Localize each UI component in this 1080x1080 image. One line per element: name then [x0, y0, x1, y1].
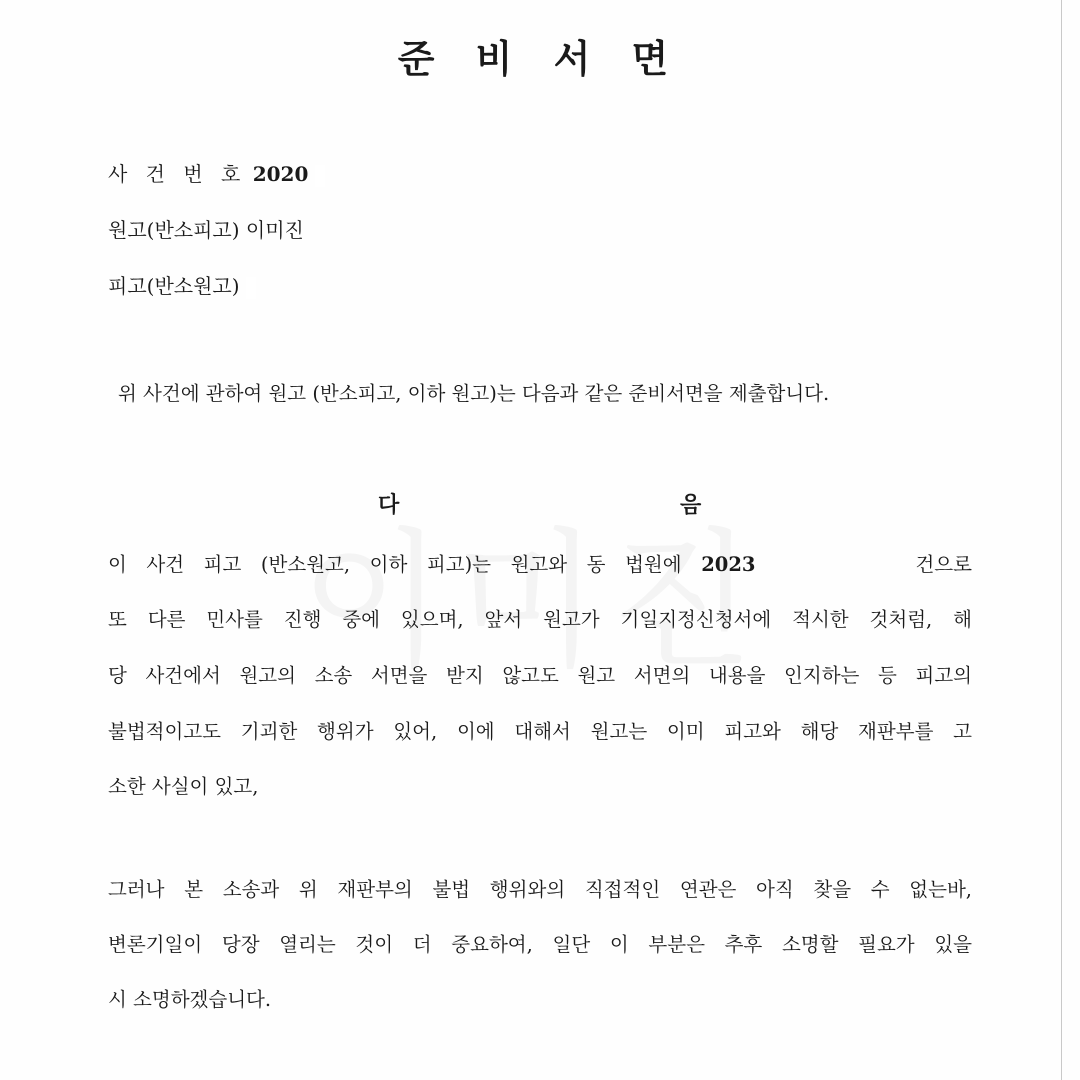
paragraph2-line3: 시 소명하겠습니다.	[108, 988, 272, 1011]
paragraph1-line1-end: 건으로	[915, 553, 972, 576]
defendant-label: 피고(반소원고)	[108, 274, 240, 298]
paragraph1-line1-start: 이 사건 피고 (반소원고, 이하 피고)는 원고와 동 법원에	[108, 553, 682, 576]
heading-da: 다	[378, 492, 400, 518]
page-edge-line	[1061, 0, 1062, 1080]
redaction-mark	[246, 277, 256, 299]
paragraph1-line3: 당 사건에서 원고의 소송 서면을 받지 않고도 원고 서면의 내용을 인지하는 등 피고의	[108, 664, 972, 687]
paragraph2-line1: 그러나 본 소송과 위 재판부의 불법 행위와의 직접적인 연관은 아직 찾을 수 없는바,	[108, 878, 972, 901]
case-number-value: 2020	[252, 162, 309, 186]
paragraph1-line1	[108, 549, 972, 577]
paragraph1-year: 2023	[701, 553, 756, 576]
heading-eum: 음	[680, 492, 702, 518]
redaction-mark	[315, 165, 325, 187]
paragraph2-line2: 변론기일이 당장 열리는 것이 더 중요하여, 일단 이 부분은 추후 소명할 필요가 있을	[108, 933, 972, 956]
case-number-row	[108, 158, 325, 187]
plaintiff-label: 원고(반소피고)	[108, 218, 240, 242]
intro-sentence: 위 사건에 관하여 원고 (반소피고, 이하 원고)는 다음과 같은 준비서면을 제출합니다.	[118, 382, 830, 405]
paragraph1-line4: 불법적이고도 기괴한 행위가 있어, 이에 대해서 원고는 이미 피고와 해당 재판부를 고	[108, 720, 972, 743]
paragraph1-line2: 또 다른 민사를 진행 중에 있으며, 앞서 원고가 기일지정신청서에 적시한 것처럼, 해	[108, 608, 972, 631]
document-title: 준 비 서 면	[397, 36, 683, 81]
plaintiff-name: 이미진	[245, 218, 304, 242]
defendant-row	[108, 270, 256, 299]
paragraph1-line5: 소한 사실이 있고,	[108, 775, 259, 798]
case-number-label: 사 건 번 호	[108, 162, 247, 186]
plaintiff-row	[108, 214, 304, 243]
